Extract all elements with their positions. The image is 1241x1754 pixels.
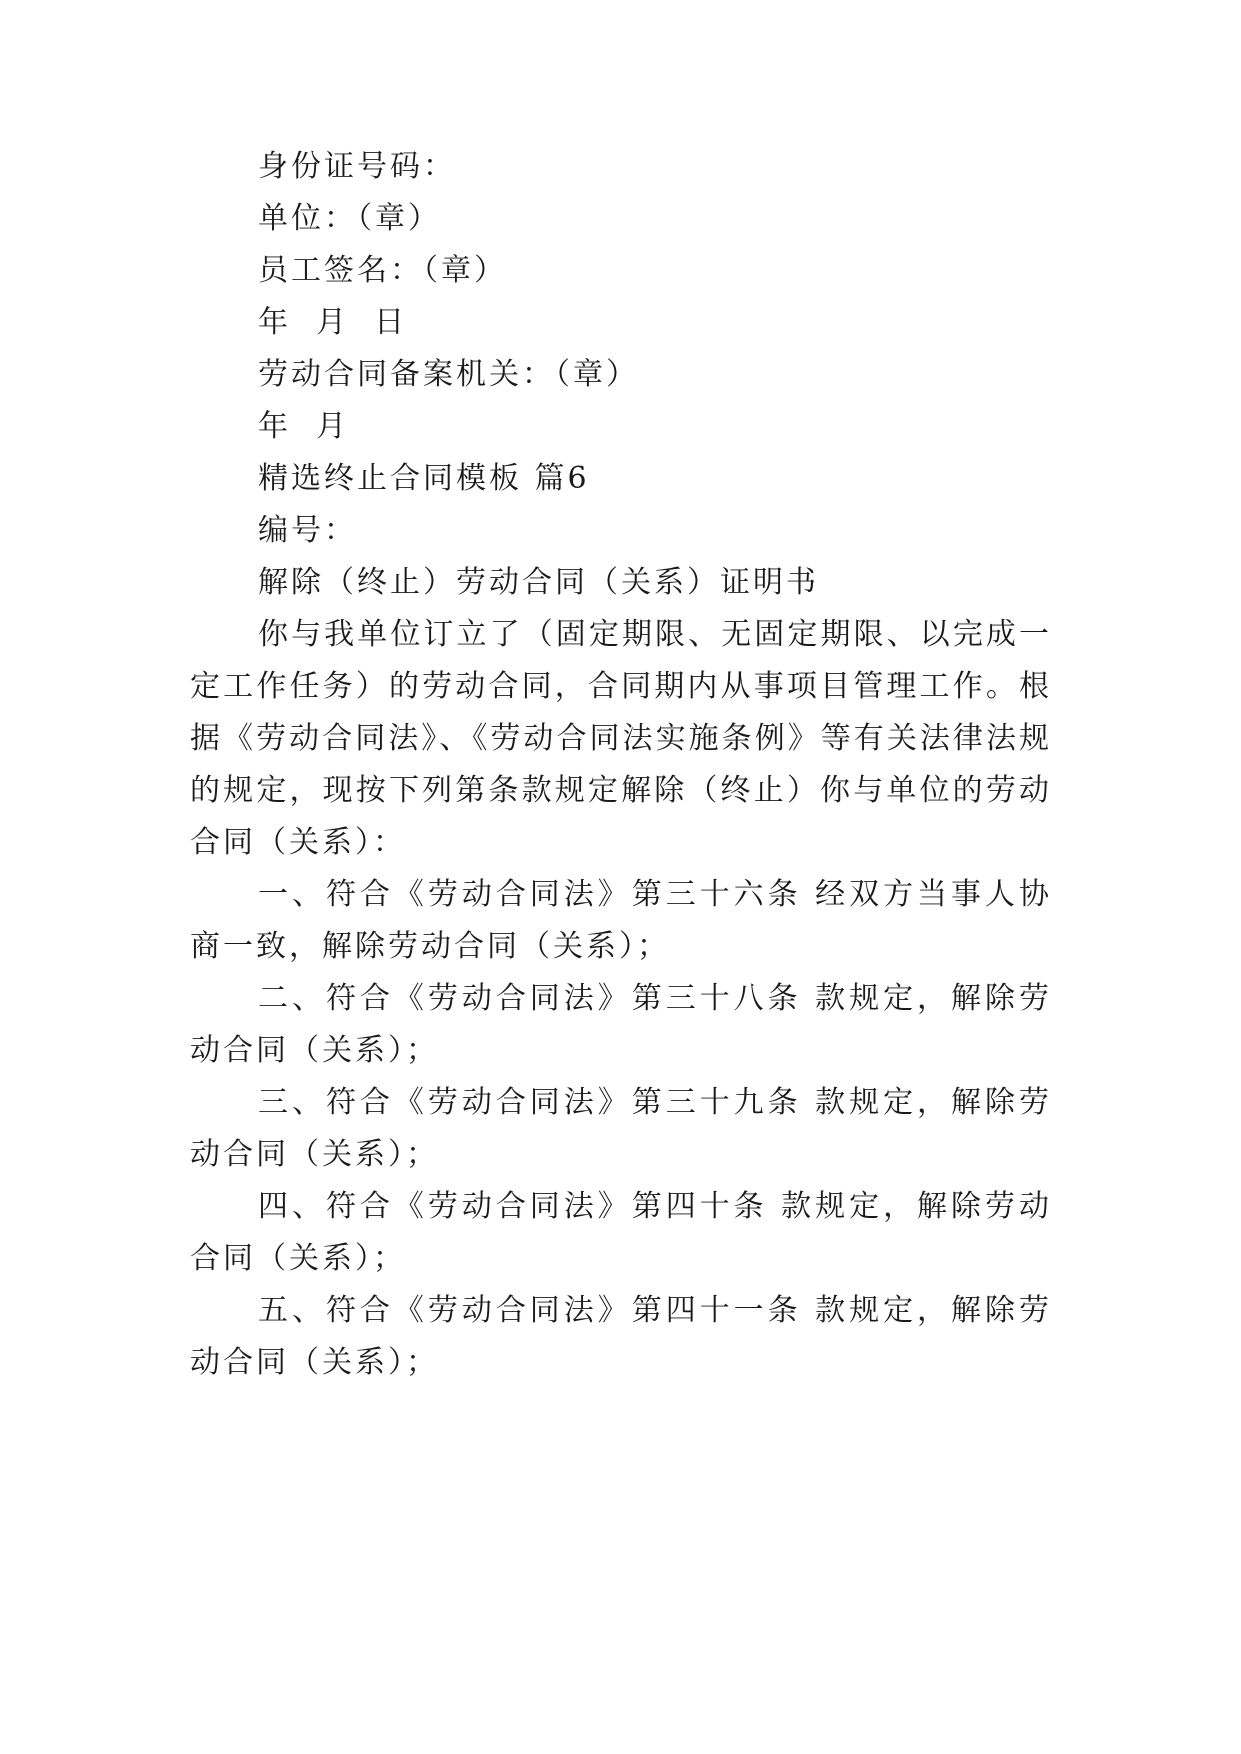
clause-item-continued: 动合同（关系）； [190, 1033, 439, 1068]
date-line: 年 月 日 [258, 305, 408, 340]
clause-item: 一、符合《劳动合同法》第三十六条 经双方当事人协 [258, 877, 1052, 912]
body-line: 合同（关系）： [190, 825, 406, 860]
section-heading: 精选终止合同模板 篇6 [258, 461, 590, 496]
date-line: 年 月 [258, 409, 350, 444]
clause-item: 二、符合《劳动合同法》第三十八条 款规定，解除劳 [258, 981, 1052, 1016]
clause-item-continued: 动合同（关系）； [190, 1345, 439, 1380]
clause-item-continued: 商一致，解除劳动合同（关系）； [190, 929, 670, 964]
filing-authority-line: 劳动合同备案机关：（章） [258, 357, 639, 392]
clause-item-continued: 合同（关系）； [190, 1241, 406, 1276]
clause-item: 四、符合《劳动合同法》第四十条 款规定，解除劳动 [258, 1189, 1052, 1224]
unit-seal-line: 单位：（章） [258, 201, 441, 236]
employee-signature-line: 员工签名：（章） [258, 253, 507, 288]
clause-item: 三、符合《劳动合同法》第三十九条 款规定，解除劳 [258, 1085, 1052, 1120]
clause-item-continued: 动合同（关系）； [190, 1137, 439, 1172]
number-label: 编号： [258, 513, 357, 548]
body-line: 据《劳动合同法》、《劳动合同法实施条例》等有关法律法规 [190, 721, 1052, 756]
id-number-line: 身份证号码： [258, 149, 456, 184]
document-title: 解除（终止）劳动合同（关系）证明书 [258, 565, 819, 600]
body-line: 你与我单位订立了（固定期限、无固定期限、以完成一 [258, 617, 1052, 652]
clause-item: 五、符合《劳动合同法》第四十一条 款规定，解除劳 [258, 1293, 1052, 1328]
body-line: 的规定，现按下列第条款规定解除（终止）你与单位的劳动 [190, 773, 1052, 808]
body-line: 定工作任务）的劳动合同，合同期内从事项目管理工作。根 [190, 669, 1052, 704]
